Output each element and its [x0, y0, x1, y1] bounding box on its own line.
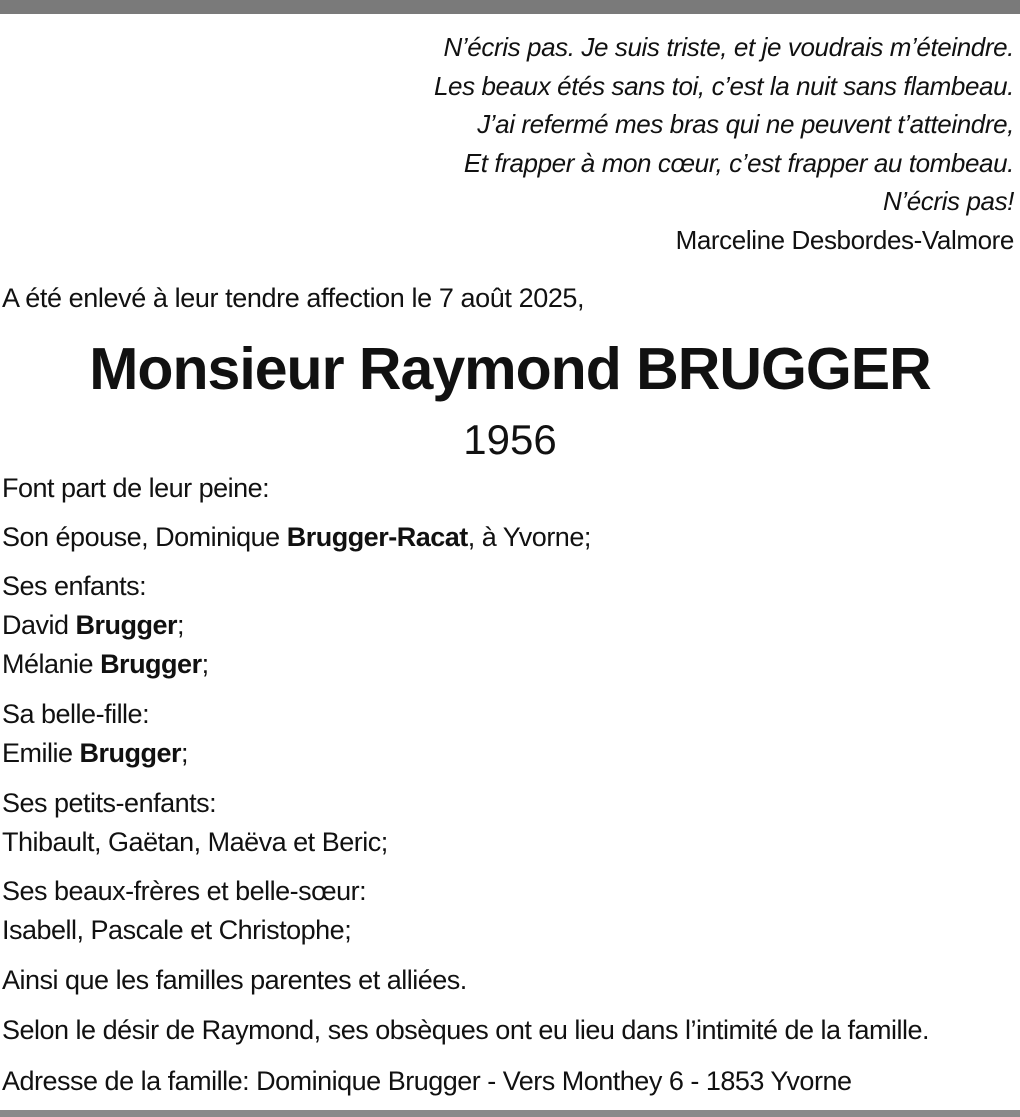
grandchildren-label: Ses petits-enfants: — [2, 788, 217, 818]
children-label: Ses enfants: — [2, 571, 147, 601]
child-first-name: Mélanie — [2, 649, 101, 679]
spouse-surname: Brugger-Racat — [286, 522, 468, 552]
poem-line: J’ai refermé mes bras qui ne peuvent t’atteindre, — [477, 109, 1014, 139]
top-rule — [0, 0, 1020, 14]
in-laws-names: Isabell, Pascale et Christophe; — [2, 915, 352, 945]
daughter-in-law-label: Sa belle-fille: — [2, 699, 150, 729]
families-line: Ainsi que les familles parentes et alliées. — [2, 965, 467, 995]
daughter-in-law-first-name: Emilie — [2, 738, 80, 768]
child-surname: Brugger — [75, 610, 178, 640]
in-laws-label: Ses beaux-frères et belle-sœur: — [2, 876, 367, 906]
poem-quote — [434, 28, 1014, 259]
family-address: Adresse de la famille: Dominique Brugger - Vers Monthey 6 - 1853 Yvorne — [2, 1066, 852, 1096]
children-section — [2, 567, 209, 684]
poem-line: N’écris pas. Je suis triste, et je voudrais m’éteindre. — [443, 32, 1014, 62]
spouse-prefix: Son épouse, Dominique — [2, 522, 287, 552]
daughter-in-law-end: ; — [181, 738, 189, 768]
daughter-in-law-section — [2, 695, 188, 773]
spouse-line — [2, 518, 591, 557]
daughter-in-law-entry — [2, 734, 188, 773]
child-surname: Brugger — [100, 649, 202, 679]
intro-text: A été enlevé à leur tendre affection le 7 août 2025, — [2, 283, 585, 313]
grandchildren-section — [2, 784, 388, 862]
deceased-name: Monsieur Raymond BRUGGER — [89, 336, 931, 402]
grandchildren-names: Thibault, Gaëtan, Maëva et Beric; — [2, 827, 388, 857]
spouse-suffix: , à Yvorne; — [467, 522, 591, 552]
poem-line: Les beaux étés sans toi, c’est la nuit sans flambeau. — [433, 70, 1014, 101]
announcement-text: Font part de leur peine: — [2, 473, 270, 503]
deceased-year: 1956 — [463, 416, 557, 463]
poem-author: Marceline Desbordes-Valmore — [675, 224, 1014, 255]
child-end: ; — [201, 649, 209, 679]
funeral-note: Selon le désir de Raymond, ses obsèques ont eu lieu dans l’intimité de la famille. — [2, 1015, 930, 1045]
child-first-name: David — [2, 610, 76, 640]
child-end: ; — [177, 610, 185, 640]
poem-line: N’écris pas! — [882, 186, 1014, 216]
bottom-rule — [0, 1110, 1020, 1117]
announcement-line — [2, 469, 269, 508]
child-entry — [2, 645, 209, 684]
child-entry — [2, 606, 209, 645]
in-laws-section — [2, 872, 366, 950]
poem-line: Et frapper à mon cœur, c’est frapper au tombeau. — [463, 147, 1014, 178]
daughter-in-law-surname: Brugger — [79, 738, 182, 768]
